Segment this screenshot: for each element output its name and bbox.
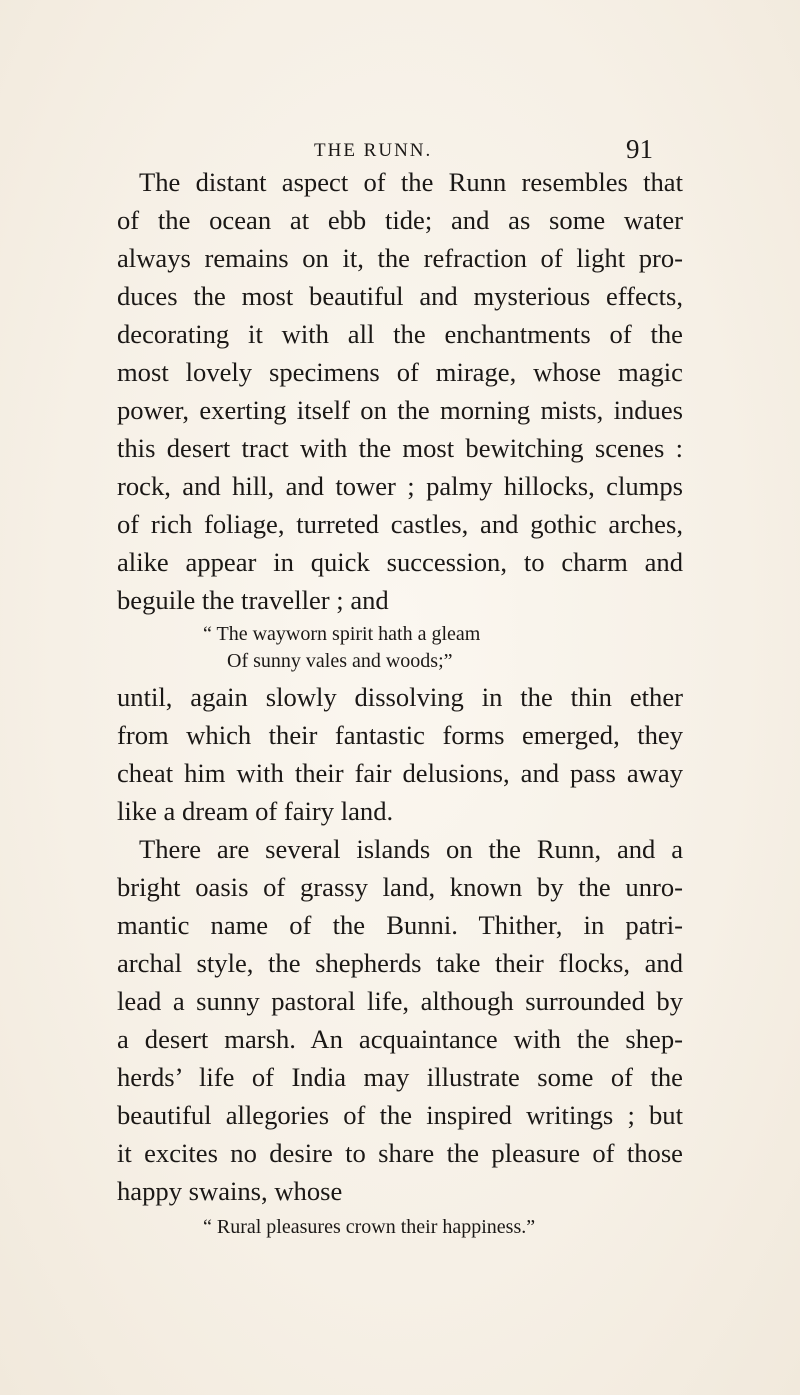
text-line: herds’ life of India may illustrate some of the [117, 1062, 683, 1092]
text-line: from which their fantastic forms emerged, they [117, 720, 683, 750]
text-line: this desert tract with the most bewitching scenes : [117, 433, 683, 463]
text-line: it excites no desire to share the pleasure of those [117, 1138, 683, 1168]
text-line: duces the most beautiful and mysterious effects, [117, 281, 683, 311]
text-line: most lovely specimens of mirage, whose magic [117, 357, 683, 387]
text-line: lead a sunny pastoral life, although surrounded by [117, 986, 683, 1016]
text-line: beautiful allegories of the inspired writings ; but [117, 1100, 683, 1130]
text-line: of the ocean at ebb tide; and as some water [117, 205, 683, 235]
quote-line: Of sunny vales and woods;” [227, 650, 453, 672]
text-line: alike appear in quick succession, to charm and [117, 547, 683, 577]
text-line: archal style, the shepherds take their flocks, and [117, 948, 683, 978]
text-line: always remains on it, the refraction of light pro- [117, 243, 683, 273]
text-line: bright oasis of grassy land, known by the unro- [117, 872, 683, 902]
text-line: decorating it with all the enchantments of the [117, 319, 683, 349]
text-line: mantic name of the Bunni. Thither, in patri- [117, 910, 683, 940]
text-line: power, exerting itself on the morning mists, indues [117, 395, 683, 425]
text-line: of rich foliage, turreted castles, and gothic arches, [117, 509, 683, 539]
text-line: The distant aspect of the Runn resembles that [139, 167, 683, 197]
text-line: a desert marsh. An acquaintance with the shep- [117, 1024, 683, 1054]
page-number: 91 [626, 134, 653, 164]
text-line: There are several islands on the Runn, and a [139, 834, 683, 864]
quote-line: “ The wayworn spirit hath a gleam [203, 623, 481, 645]
running-header [0, 136, 800, 166]
running-title: THE RUNN. [314, 140, 433, 161]
text-line: cheat him with their fair delusions, and pass away [117, 758, 683, 788]
text-line: beguile the traveller ; and [117, 585, 389, 615]
text-line: happy swains, whose [117, 1176, 343, 1206]
text-line: like a dream of fairy land. [117, 796, 394, 826]
text-line: rock, and hill, and tower ; palmy hillocks, clumps [117, 471, 683, 501]
text-line: until, again slowly dissolving in the thin ether [117, 682, 683, 712]
quote-line: “ Rural pleasures crown their happiness.” [203, 1216, 536, 1238]
